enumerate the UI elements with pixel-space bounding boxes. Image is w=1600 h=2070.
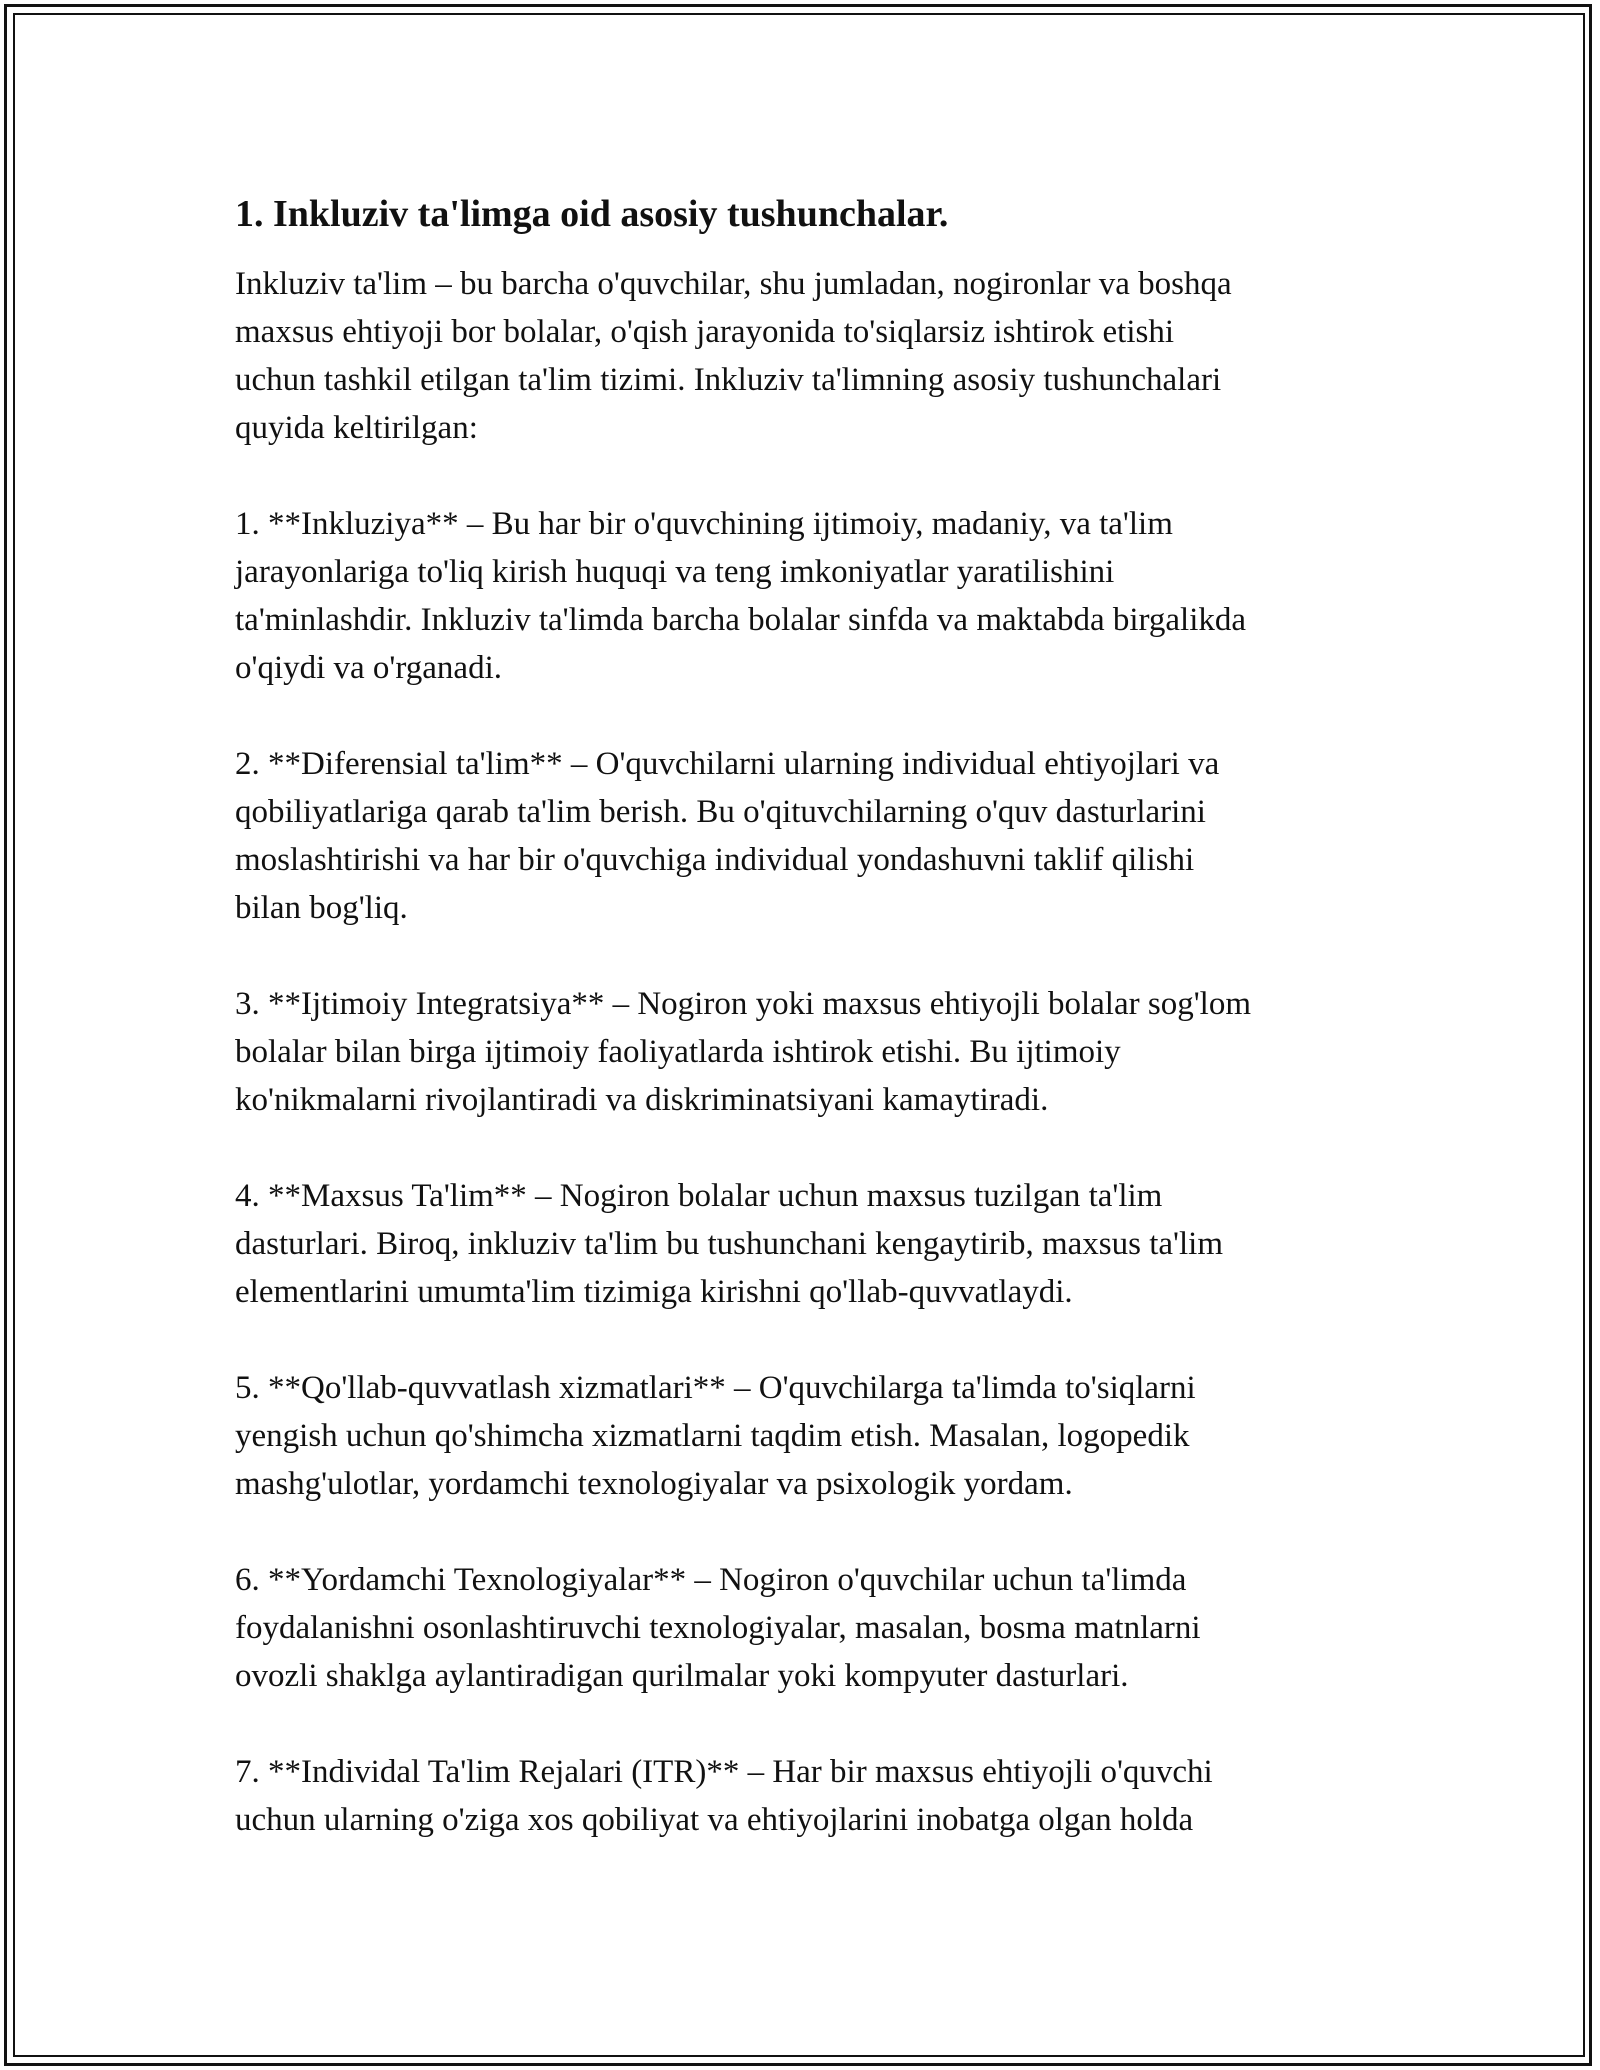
list-item-diferensial-talim: 2. **Diferensial ta'lim** – O'quvchilarni ularning individual ehtiyojlari va qobiliyatlariga qarab ta'lim berish. Bu o'qituvchilarning o'quv dasturlarini moslashtirishi va har bir o'quvchiga individual yondashuvni taklif qilishi bilan bog'liq.: [235, 746, 1220, 926]
document-body: [235, 190, 1375, 1892]
list-item-maxsus-talim: 4. **Maxsus Ta'lim** – Nogiron bolalar uchun maxsus tuzilgan ta'lim dasturlari. Biroq, inkluziv ta'lim bu tushunchani kengaytirib, maxsus ta'lim elementlarini umumta'lim tizimiga kirishni qo'llab-quvvatlaydi.: [235, 1178, 1223, 1310]
document-heading: 1. Inkluziv ta'limga oid asosiy tushunchalar.: [235, 193, 949, 235]
list-item-individal-talim-rejalari: 7. **Individal Ta'lim Rejalari (ITR)** – Har bir maxsus ehtiyojli o'quvchi uchun ularning o'ziga xos qobiliyat va ehtiyojlarini inobatga olgan holda: [235, 1754, 1213, 1838]
list-item-yordamchi-texnologiyalar: 6. **Yordamchi Texnologiyalar** – Nogiron o'quvchilar uchun ta'limda foydalanishni osonlashtiruvchi texnologiyalar, masalan, bosma matnlarni ovozli shaklga aylantiradigan qurilmalar yoki kompyuter dasturlari.: [235, 1562, 1201, 1694]
list-item-ijtimoiy-integratsiya: 3. **Ijtimoiy Integratsiya** – Nogiron yoki maxsus ehtiyojli bolalar sog'lom bolalar bilan birga ijtimoiy faoliyatlarda ishtirok etishi. Bu ijtimoiy ko'nikmalarni rivojlantiradi va diskriminatsiyani kamaytiradi.: [235, 986, 1251, 1118]
list-item-qollab-quvvatlash: 5. **Qo'llab-quvvatlash xizmatlari** – O'quvchilarga ta'limda to'siqlarni yengish uchun qo'shimcha xizmatlarni taqdim etish. Masalan, logopedik mashg'ulotlar, yordamchi texnologiyalar va psixologik yordam.: [235, 1370, 1196, 1502]
list-item-inkluziya: 1. **Inkluziya** – Bu har bir o'quvchining ijtimoiy, madaniy, va ta'lim jarayonlariga to'liq kirish huquqi va teng imkoniyatlar yaratilishini ta'minlashdir. Inkluziv ta'limda barcha bolalar sinfda va maktabda birgalikda o'qiydi va o'rganadi.: [235, 506, 1247, 686]
intro-paragraph: Inkluziv ta'lim – bu barcha o'quvchilar, shu jumladan, nogironlar va boshqa maxsus ehtiyoji bor bolalar, o'qish jarayonida to'siqlarsiz ishtirok etishi uchun tashkil etilgan ta'lim tizimi. Inkluziv ta'limning asosiy tushunchalari quyida keltirilgan:: [235, 266, 1232, 446]
